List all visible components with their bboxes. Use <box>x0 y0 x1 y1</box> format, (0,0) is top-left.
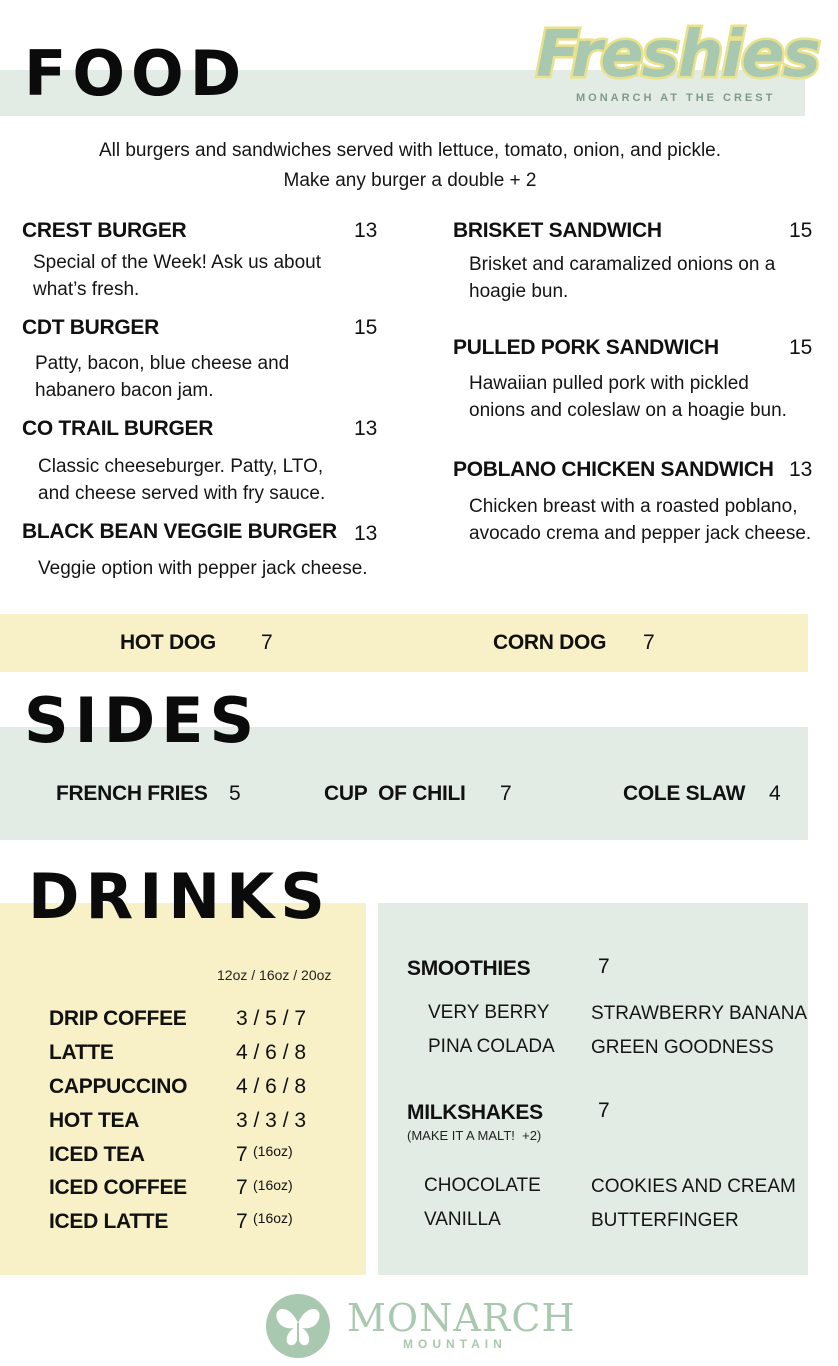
malt-note: (MAKE IT A MALT! +2) <box>407 1128 542 1143</box>
shake-flavor: CHOCOLATE <box>424 1175 541 1196</box>
menu-item-name: BLACK BEAN VEGGIE BURGER <box>22 520 337 543</box>
menu-item-desc: Special of the Week! Ask us about what’s fresh. <box>33 252 321 300</box>
drink-size-note: (16oz) <box>253 1210 293 1226</box>
logo-tagline: MONARCH AT THE CREST <box>576 92 776 104</box>
drink-price: 7 <box>236 1176 248 1199</box>
menu-item-price: 15 <box>789 336 813 359</box>
freshies-logo <box>528 4 819 108</box>
menu-item-name: CDT BURGER <box>22 316 159 339</box>
menu-item-price: 13 <box>354 219 378 242</box>
shake-flavor: VANILLA <box>424 1209 501 1230</box>
footer-brand: MONARCH <box>347 1296 576 1340</box>
menu-item-price: 7 <box>643 631 655 654</box>
drink-size-note: (16oz) <box>253 1143 293 1159</box>
sides-title: SIDES <box>24 684 261 757</box>
smoothies-price: 7 <box>598 955 610 978</box>
menu-item-desc: Veggie option with pepper jack cheese. <box>38 558 368 579</box>
menu-item-name: HOT DOG <box>120 631 216 654</box>
smoothie-flavor: VERY BERRY <box>428 1002 550 1023</box>
drink-name: LATTE <box>49 1041 114 1064</box>
drink-name: ICED COFFEE <box>49 1176 187 1199</box>
smoothie-flavor: STRAWBERRY BANANA <box>591 1003 808 1024</box>
smoothie-flavor: PINA COLADA <box>428 1036 555 1057</box>
menu-item-price: 13 <box>354 417 378 440</box>
menu-item-price: 15 <box>354 316 378 339</box>
drink-price: 4 / 6 / 8 <box>236 1075 307 1098</box>
menu-item-desc: Chicken breast with a roasted poblano, avocado crema and pepper jack cheese. <box>469 496 812 544</box>
food-title: FOOD <box>24 37 248 110</box>
drink-price: 3 / 3 / 3 <box>236 1109 307 1132</box>
menu-item-name: FRENCH FRIES <box>56 782 208 805</box>
menu-item-name: POBLANO CHICKEN SANDWICH <box>453 458 774 481</box>
menu-item-name: COLE SLAW <box>623 782 746 805</box>
smoothie-flavor: GREEN GOODNESS <box>591 1037 774 1058</box>
drink-name: ICED TEA <box>49 1143 145 1166</box>
menu-item-price: 5 <box>229 782 241 805</box>
menu-item-name: CORN DOG <box>493 631 607 654</box>
smoothies-heading: SMOOTHIES <box>407 957 531 980</box>
drink-name: ICED LATTE <box>49 1210 169 1233</box>
drink-price: 3 / 5 / 7 <box>236 1007 307 1030</box>
size-header: 12oz / 16oz / 20oz <box>217 967 332 983</box>
freshies-logo-wordmark <box>528 4 819 96</box>
menu-item-price: 7 <box>261 631 273 654</box>
menu-item-price: 13 <box>354 522 378 545</box>
menu-item-price: 15 <box>789 219 813 242</box>
menu-item-desc: Patty, bacon, blue cheese and habanero bacon jam. <box>35 353 290 401</box>
milkshakes-heading: MILKSHAKES <box>407 1101 543 1124</box>
menu-item-name: CREST BURGER <box>22 219 187 242</box>
food-note <box>0 136 820 196</box>
drink-price: 7 <box>236 1143 248 1166</box>
drink-price: 4 / 6 / 8 <box>236 1041 307 1064</box>
menu-item-name: PULLED PORK SANDWICH <box>453 336 719 359</box>
menu-item-desc: Classic cheeseburger. Patty, LTO, and cheese served with fry sauce. <box>38 456 326 504</box>
monarch-mountain-logo <box>265 1293 576 1359</box>
drink-name: DRIP COFFEE <box>49 1007 187 1030</box>
menu-item-price: 4 <box>769 782 781 805</box>
drink-size-note: (16oz) <box>253 1177 293 1193</box>
menu-item-price: 7 <box>500 782 512 805</box>
drink-name: CAPPUCCINO <box>49 1075 188 1098</box>
menu-item-desc: Brisket and caramalized onions on a hoagie bun. <box>469 254 776 302</box>
milkshakes-price: 7 <box>598 1099 610 1122</box>
drink-price: 7 <box>236 1210 248 1233</box>
shake-flavor: BUTTERFINGER <box>591 1210 739 1231</box>
food-note-line1: All burgers and sandwiches served with lettuce, tomato, onion, and pickle. <box>98 140 722 161</box>
footer-sub: MOUNTAIN <box>403 1337 507 1351</box>
menu-item-name: CO TRAIL BURGER <box>22 417 214 440</box>
logo-wordmark-text: Freshies <box>536 18 819 92</box>
menu-item-desc: Hawaiian pulled pork with pickled onions and coleslaw on a hoagie bun. <box>469 373 787 421</box>
monarch-butterfly-icon <box>265 1293 333 1359</box>
shake-flavor: COOKIES AND CREAM <box>591 1176 796 1197</box>
menu-item-name: BRISKET SANDWICH <box>453 219 662 242</box>
menu-item-price: 13 <box>789 458 813 481</box>
food-note-line2: Make any burger a double + 2 <box>283 170 537 191</box>
drink-name: HOT TEA <box>49 1109 140 1132</box>
drinks-title: DRINKS <box>28 860 331 933</box>
menu-item-name: CUP OF CHILI <box>324 782 466 805</box>
